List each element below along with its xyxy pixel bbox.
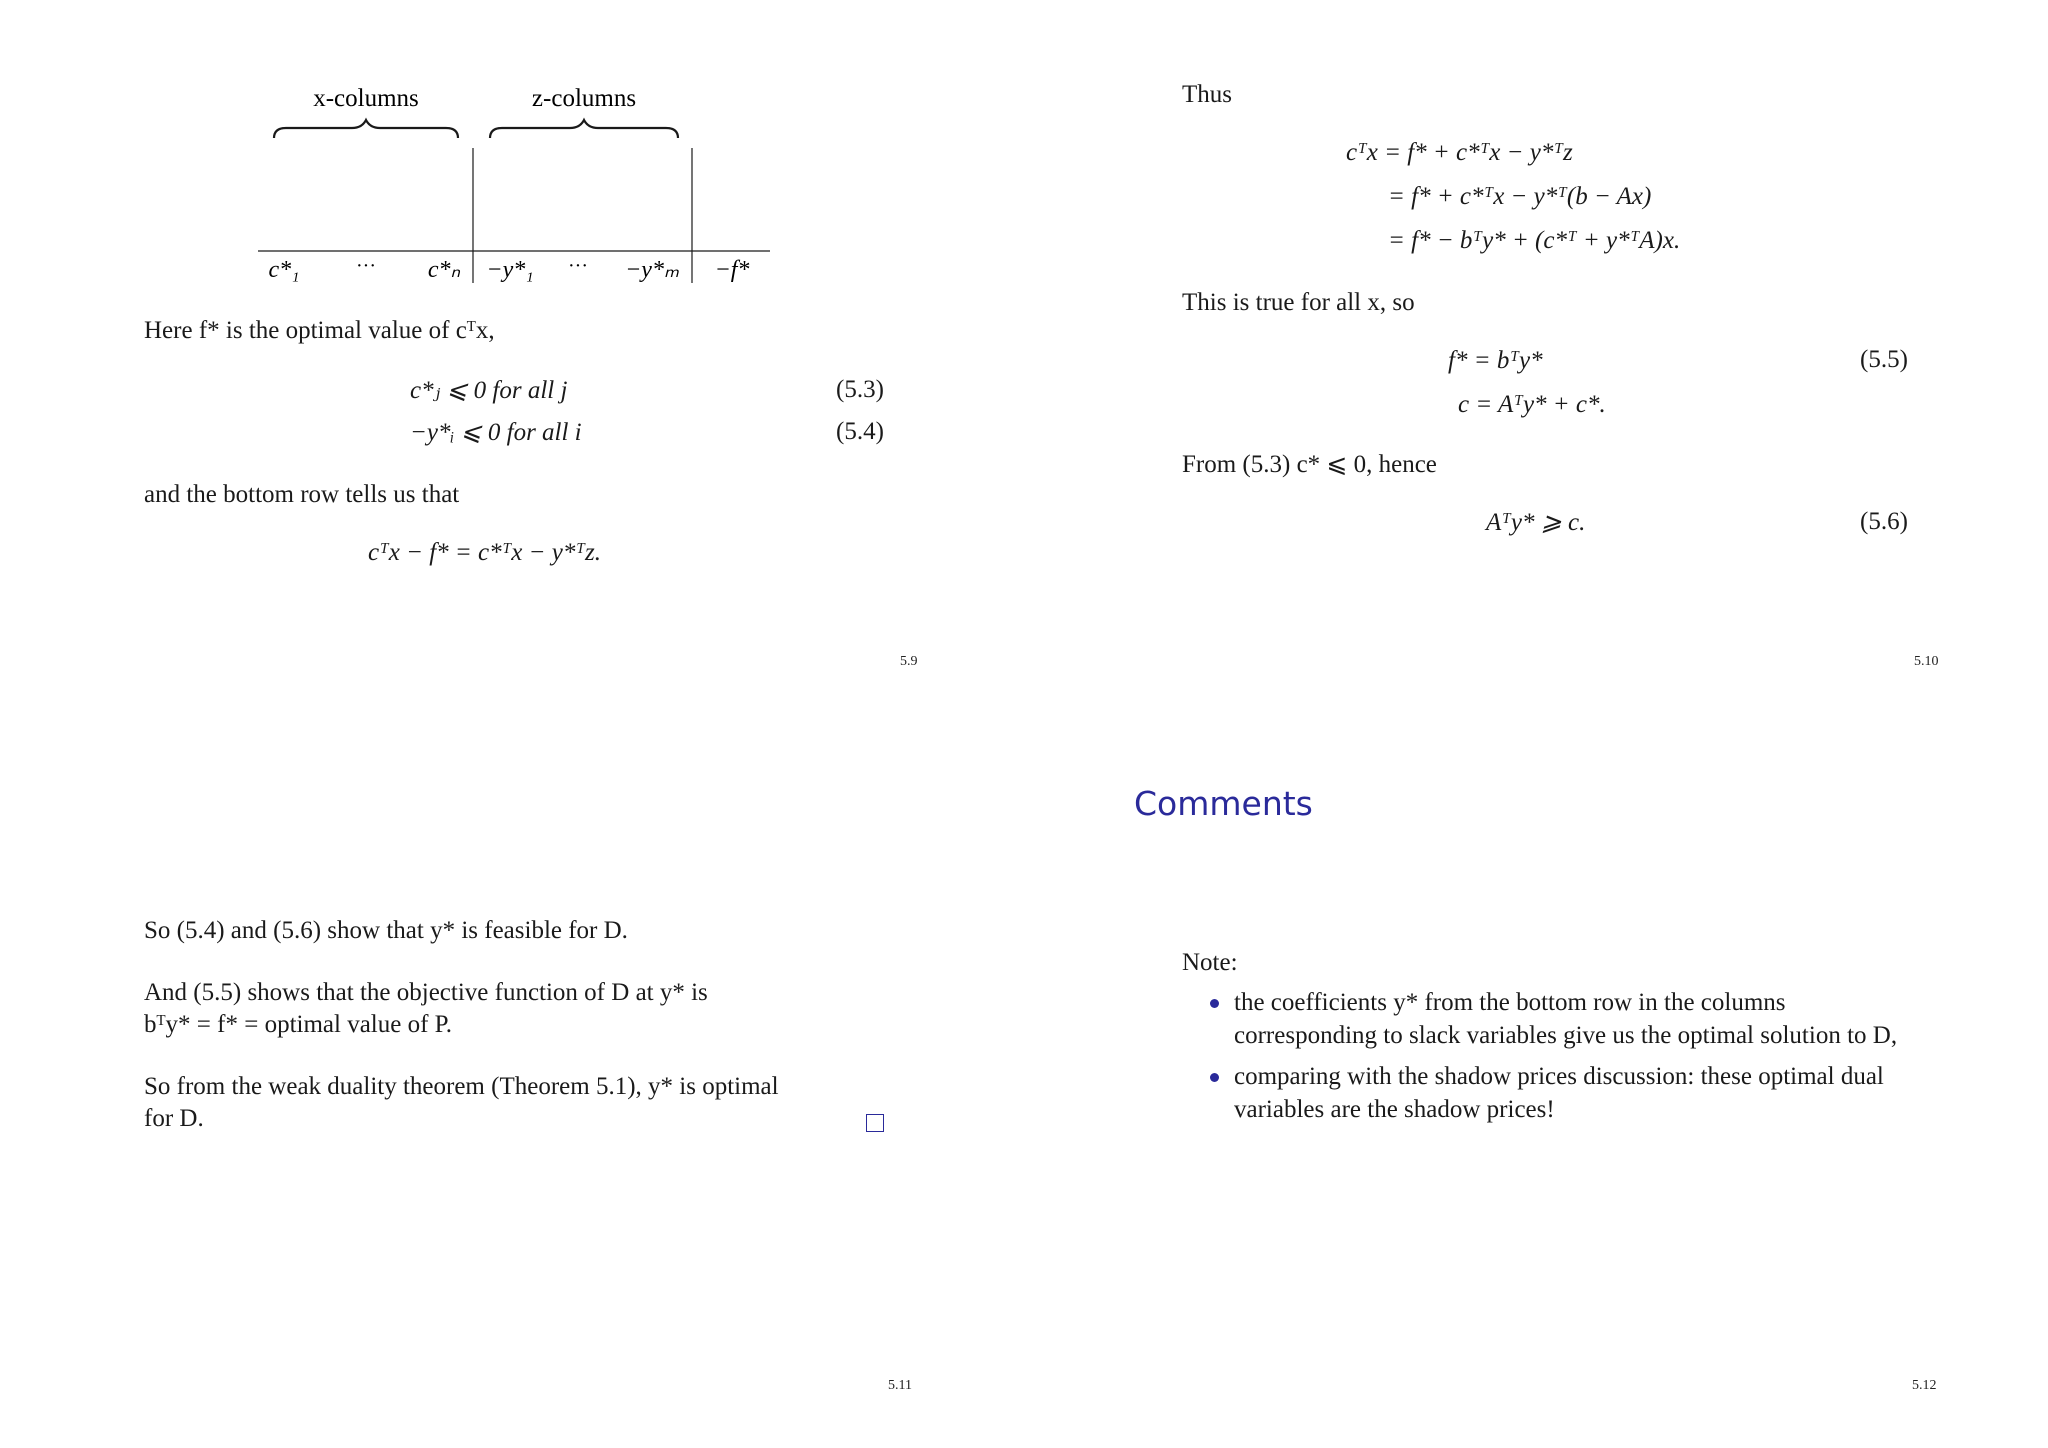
slide-5-12 [1024,724,2048,1448]
tableau-cell: −y*ₘ [625,257,679,283]
page-number: 5.10 [1914,654,1939,669]
comment-list [1182,986,1922,1134]
equation-number: (5.5) [1860,346,1908,373]
thus-text: Thus [1182,81,1232,108]
page-number: 5.12 [1912,1378,1937,1393]
slide-5-10 [1024,0,2048,724]
tableau-diagram [0,0,1024,300]
z-columns-brace [490,120,678,138]
tableau-cell: −f* [714,257,750,283]
equation-5-4: −y*ᵢ ⩽ 0 for all i [410,419,582,446]
z-columns-label: z-columns [531,85,637,112]
slide-heading: Comments [1134,784,1313,823]
tableau-cell: ··· [356,255,376,277]
bullet-icon [1210,1073,1219,1082]
x-columns-brace [274,120,458,138]
equation-line-1: cᵀx = f* + c*ᵀx − y*ᵀz [1346,139,1573,166]
tableau-cell: c*ₙ [427,257,461,283]
intro-text: Here f* is the optimal value of cᵀx, [144,317,495,344]
bullet-icon [1210,999,1219,1008]
paragraph-weak-duality-line-2: for D. [144,1105,204,1132]
equation-line-3: = f* − bᵀy* + (c*ᵀ + y*ᵀA)x. [1388,227,1681,254]
paragraph-weak-duality-line-1: So from the weak duality theorem (Theorem 5.1), y* is optimal [144,1073,779,1100]
x-columns-label: x-columns [313,85,419,112]
paragraph-feasible: So (5.4) and (5.6) show that y* is feasible for D. [144,917,628,944]
equation-5-6: Aᵀy* ⩾ c. [1486,509,1586,536]
from-text: From (5.3) c* ⩽ 0, hence [1182,451,1437,478]
qed-square-icon [866,1114,884,1132]
slide-5-11 [0,724,1024,1448]
equation-5-3: c*ⱼ ⩽ 0 for all j [410,377,568,404]
tableau-cell: ··· [568,255,588,277]
bottom-row-text: and the bottom row tells us that [144,481,460,508]
list-item-text: the coefficients y* from the bottom row in the columns corresponding to slack variables give us the optimal solution to D, [1234,989,1898,1049]
equation-number: (5.4) [836,418,884,445]
equation-5-5b: c = Aᵀy* + c*. [1458,391,1606,418]
list-item [1182,1060,1922,1126]
page-number: 5.9 [900,654,918,669]
tableau-cell: c*₁ [268,257,300,283]
tableau-cell: −y*₁ [486,257,534,283]
note-label: Note: [1182,949,1238,976]
equation-number: (5.6) [1860,508,1908,535]
true-for-all-text: This is true for all x, so [1182,289,1415,316]
paragraph-objective-line-1: And (5.5) shows that the objective function of D at y* is [144,979,708,1006]
list-item [1182,986,1922,1052]
paragraph-objective-line-2: bᵀy* = f* = optimal value of P. [144,1011,453,1038]
list-item-text: comparing with the shadow prices discussion: these optimal dual variables are the shadow prices! [1234,1063,1884,1123]
page-number: 5.11 [888,1378,912,1393]
equation-bottom-row: cᵀx − f* = c*ᵀx − y*ᵀz. [368,539,601,566]
equation-5-5a: f* = bᵀy* [1448,347,1543,374]
equation-number: (5.3) [836,376,884,403]
equation-line-2: = f* + c*ᵀx − y*ᵀ(b − Ax) [1388,183,1652,210]
slide-5-9 [0,0,1024,724]
